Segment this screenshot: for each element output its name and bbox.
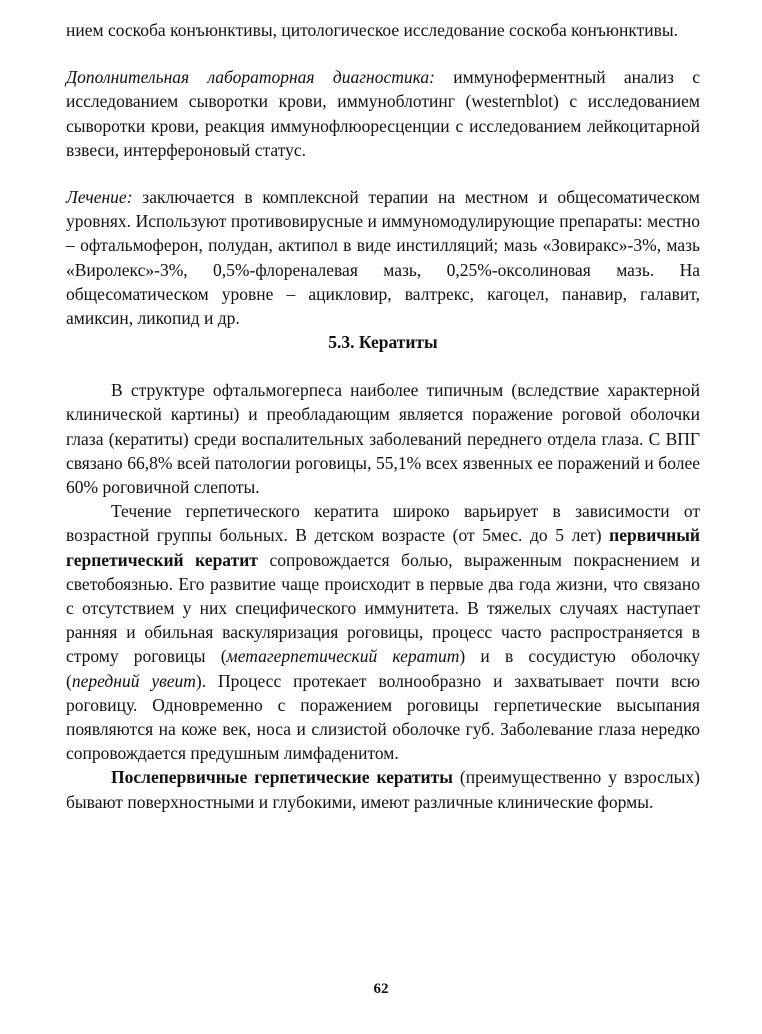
page-number: 62 (373, 981, 389, 997)
section-heading: 5.3. Кератиты (328, 332, 438, 353)
term-postprimary-herpetic-keratitis: Послепервичные герпетические кератиты (111, 767, 453, 788)
paragraph-postprimary-keratitis (66, 765, 700, 813)
paragraph-text: нием соскоба конъюнктивы, цитологическое исследование соскоба конъюнктивы. (66, 20, 679, 40)
paragraph-keratitis-course (66, 499, 700, 765)
paragraph-text: В структуре офтальмогерпеса наиболее типичным (вследствие характерной клинической картины) и преобладающим является поражение роговой оболочки глаза (кератиты) среди воспалительных заболеваний переднего отдела глаза. С ВПГ связано 66,8% всей патологии роговицы, 55,1% всех язвенных ее поражений и более 60% роговичной слепоты. (66, 380, 700, 498)
paragraph-text: Течение герпетического кератита широко варьирует в зависимости от возрастной группы больных. В детском возрасте (от 5мес. до 5 лет) (66, 501, 700, 546)
paragraph-text: иммуноферментный анализ с исследованием сыворотки крови, иммуноблотинг (westernblot) с исследованием сыворотки крови, реакция иммунофлюоресценции с исследованием лейкоцитарной взвеси, интерфероновый статус. (66, 67, 700, 160)
paragraph-text: заключается в комплексной терапии на местном и общесоматическом уровнях. Используют противовирусные и иммуномодулирующие препараты: местно – офтальмоферон, полудан, актипол в виде инстилляций; мазь «Зовиракс»-3%, мазь «Виролекс»-3%, 0,5%-флореналевая мазь, 0,25%-оксолиновая мазь. На общесоматическом уровне – ацикловир, валтрекс, кагоцел, панавир, галавит, амиксин, ликопид и др. (66, 187, 700, 329)
paragraph-text: сопровождается болью, выраженным покраснением и светобоязнью. Его развитие чаще происходит в первые два года жизни, что связано с отсутствием у них специфического иммунитета. В тяжелых случаях наступает ранняя и обильная васкуляризация роговицы, процесс часто распространяется в строму роговицы ( (66, 549, 700, 667)
paragraph-text: (преимущественно у взрослых) бывают поверхностными и глубокими, имеют различные клинические формы. (66, 767, 700, 812)
paragraph-diagnostics-end (66, 18, 700, 42)
paragraph-treatment (66, 185, 700, 330)
term-metaherpetic-keratitis: метагерпетический кератит (226, 646, 460, 667)
paragraph-text: ). Процесс протекает волнообразно и захватывает почти всю роговицу. Одновременно с поражением роговицы герпетические высыпания появляются на коже век, носа и слизистой оболочке губ. Заболевание глаза нередко сопровождается предушным лимфаденитом. (66, 670, 700, 764)
paragraph-lead: Дополнительная лабораторная диагностика: (66, 67, 435, 88)
paragraph-additional-lab-diagnostics (66, 65, 700, 162)
paragraph-keratitis-intro (66, 378, 700, 499)
paragraph-text: ) и в сосудистую оболочку ( (66, 646, 700, 691)
document-page (66, 18, 700, 814)
term-primary-herpetic-keratitis: первичный герпетический кератит (66, 525, 700, 570)
paragraph-lead: Лечение: (66, 187, 133, 208)
term-anterior-uveitis: передний увеит (71, 670, 196, 691)
